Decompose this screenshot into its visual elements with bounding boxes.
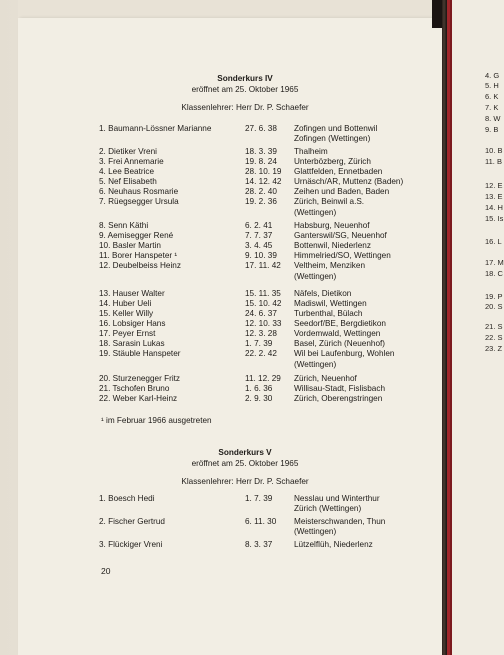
table-cell-date: 6. 2. 41 bbox=[245, 221, 273, 230]
table-cell-name: 16. Lobsiger Hans bbox=[99, 319, 166, 328]
table-cell-date: 12. 3. 28 bbox=[245, 329, 277, 338]
table-cell-date: 19. 2. 36 bbox=[245, 197, 277, 206]
table-cell-place: Basel, Zürich (Neuenhof) bbox=[294, 339, 386, 348]
table-cell-place: Zürich, Neuenhof bbox=[294, 374, 357, 383]
table-cell-place: Turbenthal, Bülach bbox=[294, 309, 363, 318]
table-cell-date: 28. 2. 40 bbox=[245, 187, 277, 196]
right-page-list-item: 23. Z bbox=[485, 344, 503, 353]
right-page-list-item: 17. M bbox=[485, 258, 504, 267]
table-cell-name: 7. Rüegsegger Ursula bbox=[99, 197, 179, 206]
table-cell-name: 18. Sarasin Lukas bbox=[99, 339, 165, 348]
table-cell-place: Madiswil, Wettingen bbox=[294, 299, 367, 308]
table-cell-place: Zofingen und Bottenwil bbox=[294, 124, 378, 133]
table-cell-date: 9. 10. 39 bbox=[245, 251, 277, 260]
right-page-list-item: 20. S bbox=[485, 302, 503, 311]
table-cell-place: Ganterswil/SG, Neuenhof bbox=[294, 231, 387, 240]
right-page-list-item: 18. C bbox=[485, 269, 503, 278]
right-page-list-item: 9. B bbox=[485, 125, 499, 134]
table-cell-name: 6. Neuhaus Rosmarie bbox=[99, 187, 179, 196]
table-cell-place: Himmelried/SO, Wettingen bbox=[294, 251, 391, 260]
right-page-list-item: 15. Is bbox=[485, 214, 504, 223]
section-title: Sonderkurs V bbox=[218, 448, 272, 457]
table-cell-place: Meisterschwanden, Thun bbox=[294, 517, 386, 526]
table-cell-place: Lützelflüh, Niederlenz bbox=[294, 540, 373, 549]
table-cell-place: Zürich, Beinwil a.S. bbox=[294, 197, 365, 206]
table-cell-place: Thalheim bbox=[294, 147, 328, 156]
table-cell-date: 2. 9. 30 bbox=[245, 394, 273, 403]
right-page-list-item: 13. E bbox=[485, 192, 503, 201]
table-cell-name: 4. Lee Beatrice bbox=[99, 167, 155, 176]
table-cell-place: Zürich (Wettingen) bbox=[294, 504, 362, 513]
table-cell-place: Wil bei Laufenburg, Wohlen bbox=[294, 349, 395, 358]
right-page-list-item: 5. H bbox=[485, 81, 499, 90]
table-cell-place: Glattfelden, Ennetbaden bbox=[294, 167, 383, 176]
right-page-list-item: 12. E bbox=[485, 181, 503, 190]
table-cell-place: Urnäsch/AR, Muttenz (Baden) bbox=[294, 177, 404, 186]
table-cell-date: 3. 4. 45 bbox=[245, 241, 273, 250]
table-cell-name: 2. Fischer Gertrud bbox=[99, 517, 165, 526]
table-cell-date: 19. 8. 24 bbox=[245, 157, 277, 166]
table-cell-place: (Wettingen) bbox=[294, 208, 337, 217]
table-cell-name: 1. Boesch Hedi bbox=[99, 494, 155, 503]
table-cell-name: 12. Deubelbeiss Heinz bbox=[99, 261, 181, 270]
table-cell-place: Zeihen und Baden, Baden bbox=[294, 187, 390, 196]
right-page-list-item: 6. K bbox=[485, 92, 499, 101]
table-cell-date: 27. 6. 38 bbox=[245, 124, 277, 133]
table-cell-date: 8. 3. 37 bbox=[245, 540, 273, 549]
class-teacher: Klassenlehrer: Herr Dr. P. Schaefer bbox=[181, 477, 309, 486]
table-cell-place: Seedorf/BE, Bergdietikon bbox=[294, 319, 386, 328]
page-number: 20 bbox=[101, 566, 111, 576]
table-cell-name: 9. Aemisegger René bbox=[99, 231, 174, 240]
table-cell-date: 15. 10. 42 bbox=[245, 299, 282, 308]
table-cell-date: 7. 7. 37 bbox=[245, 231, 273, 240]
right-page-list-item: 14. H bbox=[485, 203, 503, 212]
table-cell-name: 14. Huber Ueli bbox=[99, 299, 152, 308]
table-cell-place: Näfels, Dietikon bbox=[294, 289, 352, 298]
right-page-list-item: 21. S bbox=[485, 322, 503, 331]
table-cell-place: Vordemwald, Wettingen bbox=[294, 329, 381, 338]
table-cell-place: Habsburg, Neuenhof bbox=[294, 221, 370, 230]
table-cell-name: 2. Dietiker Vreni bbox=[99, 147, 157, 156]
table-cell-date: 18. 3. 39 bbox=[245, 147, 277, 156]
table-cell-place: Veltheim, Menziken bbox=[294, 261, 365, 270]
table-cell-name: 13. Hauser Walter bbox=[99, 289, 165, 298]
table-cell-place: Zürich, Oberengstringen bbox=[294, 394, 383, 403]
right-page-list-item: 7. K bbox=[485, 103, 499, 112]
table-cell-place: (Wettingen) bbox=[294, 360, 337, 369]
table-cell-date: 12. 10. 33 bbox=[245, 319, 282, 328]
table-cell-place: Willisau-Stadt, Fislisbach bbox=[294, 384, 385, 393]
table-cell-date: 24. 6. 37 bbox=[245, 309, 277, 318]
table-cell-name: 1. Baumann-Lössner Marianne bbox=[99, 124, 212, 133]
table-cell-date: 22. 2. 42 bbox=[245, 349, 277, 358]
table-cell-place: Nesslau und Winterthur bbox=[294, 494, 380, 503]
class-teacher: Klassenlehrer: Herr Dr. P. Schaefer bbox=[181, 103, 309, 112]
table-cell-name: 15. Keller Willy bbox=[99, 309, 154, 318]
table-cell-date: 1. 6. 36 bbox=[245, 384, 273, 393]
right-page-list-item: 11. B bbox=[485, 157, 502, 166]
right-page-list-item: 10. B bbox=[485, 146, 503, 155]
table-cell-place: (Wettingen) bbox=[294, 527, 337, 536]
table-cell-date: 14. 12. 42 bbox=[245, 177, 282, 186]
table-cell-name: 3. Frei Annemarie bbox=[99, 157, 164, 166]
table-cell-name: 3. Flückiger Vreni bbox=[99, 540, 163, 549]
table-cell-name: 21. Tschofen Bruno bbox=[99, 384, 170, 393]
table-cell-date: 6. 11. 30 bbox=[245, 517, 277, 526]
table-cell-date: 1. 7. 39 bbox=[245, 494, 273, 503]
table-cell-date: 17. 11. 42 bbox=[245, 261, 281, 270]
table-cell-date: 28. 10. 19 bbox=[245, 167, 282, 176]
footnote: ¹ im Februar 1966 ausgetreten bbox=[101, 416, 212, 425]
section-opened: eröffnet am 25. Oktober 1965 bbox=[191, 85, 299, 94]
table-cell-place: Bottenwil, Niederlenz bbox=[294, 241, 371, 250]
table-cell-place: Zofingen (Wettingen) bbox=[294, 134, 371, 143]
right-page-list-item: 16. L bbox=[485, 237, 502, 246]
table-cell-name: 5. Nef Elisabeth bbox=[99, 177, 157, 186]
table-cell-name: 8. Senn Käthi bbox=[99, 221, 149, 230]
section-opened: eröffnet am 25. Oktober 1965 bbox=[191, 459, 299, 468]
right-page-list-item: 19. P bbox=[485, 292, 503, 301]
table-cell-name: 22. Weber Karl-Heinz bbox=[99, 394, 178, 403]
table-cell-name: 17. Peyer Ernst bbox=[99, 329, 156, 338]
table-cell-name: 10. Basler Martin bbox=[99, 241, 161, 250]
table-cell-name: 11. Borer Hanspeter ¹ bbox=[99, 251, 178, 260]
table-cell-name: 19. Stäuble Hanspeter bbox=[99, 349, 181, 358]
table-cell-date: 11. 12. 29 bbox=[245, 374, 281, 383]
right-page-list-item: 4. G bbox=[485, 71, 500, 80]
table-cell-place: Unterbözberg, Zürich bbox=[294, 157, 371, 166]
section-title: Sonderkurs IV bbox=[217, 74, 273, 83]
table-cell-date: 15. 11. 35 bbox=[245, 289, 281, 298]
table-cell-name: 20. Sturzenegger Fritz bbox=[99, 374, 181, 383]
table-cell-date: 1. 7. 39 bbox=[245, 339, 273, 348]
table-cell-place: (Wettingen) bbox=[294, 272, 337, 281]
right-page-list-item: 8. W bbox=[485, 114, 501, 123]
page-top-margin bbox=[18, 0, 444, 20]
right-page-list-item: 22. S bbox=[485, 333, 503, 342]
